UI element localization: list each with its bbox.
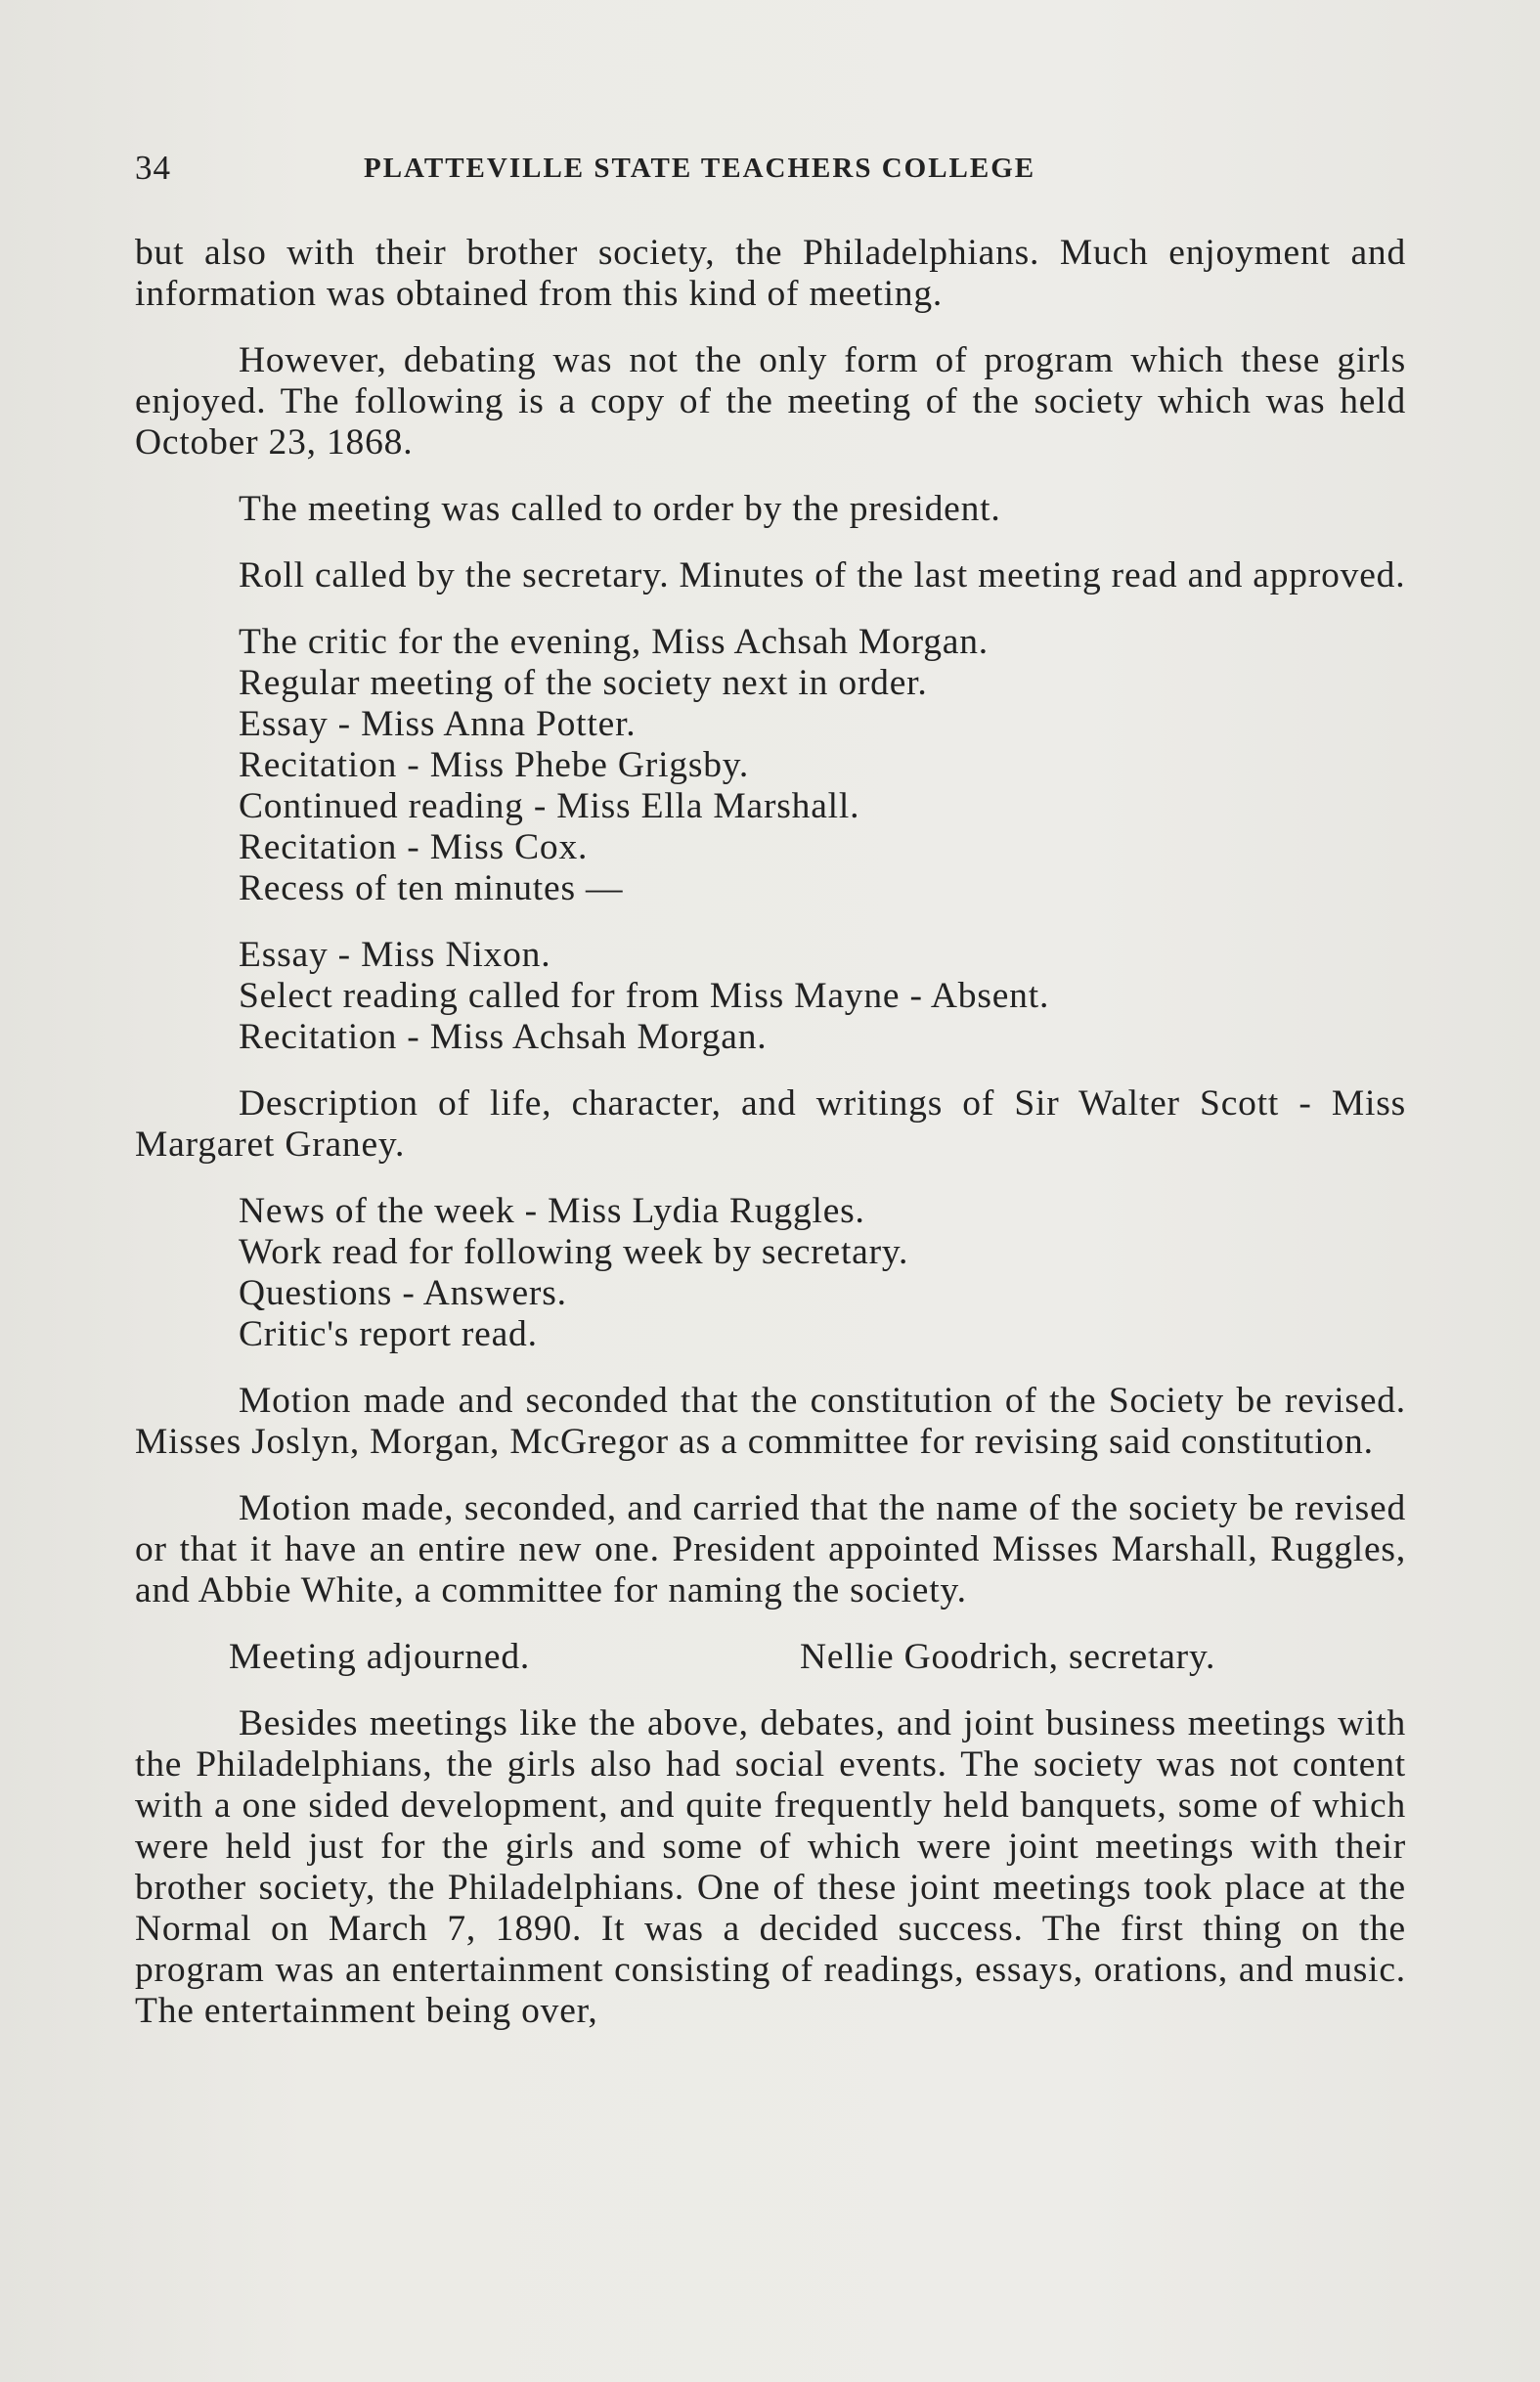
list-item: News of the week - Miss Lydia Ruggles. [239, 1191, 865, 1231]
page-number: 34 [135, 149, 171, 187]
paragraph-roll-called: Roll called by the secretary. Minutes of the last meeting read and approved. [239, 555, 1406, 596]
list-item: Recess of ten minutes — [239, 868, 624, 908]
program-list-2 [239, 935, 1406, 1058]
page-body [135, 233, 1406, 2057]
paragraph-continuation: but also with their brother society, the Philadelphians. Much enjoyment and information was obtained from this kind of meeting. [135, 233, 1406, 314]
list-item: Continued reading - Miss Ella Marshall. [239, 786, 860, 826]
list-item: Recitation - Miss Phebe Grigsby. [239, 745, 750, 785]
paragraph-walter-scott: Description of life, character, and writings of Sir Walter Scott - Miss Margaret Graney. [135, 1083, 1406, 1165]
paragraph-meeting-called: The meeting was called to order by the president. [239, 489, 1001, 529]
program-list-1 [239, 622, 1406, 909]
list-item: Work read for following week by secretary. [239, 1232, 909, 1272]
paragraph-social-events: Besides meetings like the above, debates, and joint business meetings with the Philadelphians, the girls also had social events. The society was not content with a one sided development, and quite frequently held banquets, some of which were held just for the girls and some of which were joint meetings with their brother society, the Philadelphians. One of these joint meetings took place at the Normal on March 7, 1890. It was a decided success. The first thing on the program was an entertainment consisting of readings, essays, orations, and music. The entertainment being over, [135, 1703, 1406, 2031]
list-item: Regular meeting of the society next in order. [239, 663, 928, 703]
list-item: Essay - Miss Nixon. [239, 935, 551, 975]
list-item: Select reading called for from Miss Mayne - Absent. [239, 976, 1050, 1016]
paragraph-constitution-motion: Motion made and seconded that the constitution of the Society be revised. Misses Joslyn, Morgan, McGregor as a committee for revising said constitution. [135, 1381, 1406, 1462]
list-item: The critic for the evening, Miss Achsah Morgan. [239, 622, 989, 662]
meeting-closing [135, 1637, 1406, 1678]
meeting-adjourned: Meeting adjourned. [229, 1637, 531, 1677]
page-header [135, 149, 1406, 192]
program-list-3 [239, 1191, 1406, 1355]
list-item: Recitation - Miss Achsah Morgan. [239, 1017, 768, 1057]
running-head: PLATTEVILLE STATE TEACHERS COLLEGE [364, 153, 1036, 184]
list-item: Essay - Miss Anna Potter. [239, 704, 637, 744]
secretary-signature: Nellie Goodrich, secretary. [800, 1637, 1216, 1677]
paragraph-debating: However, debating was not the only form of program which these girls enjoyed. The following is a copy of the meeting of the society which was held October 23, 1868. [135, 340, 1406, 463]
paragraph-name-motion: Motion made, seconded, and carried that the name of the society be revised or that it have an entire new one. President appointed Misses Marshall, Ruggles, and Abbie White, a committee for naming the society. [135, 1488, 1406, 1610]
list-item: Questions - Answers. [239, 1273, 567, 1313]
list-item: Critic's report read. [239, 1314, 538, 1354]
list-item: Recitation - Miss Cox. [239, 827, 589, 867]
